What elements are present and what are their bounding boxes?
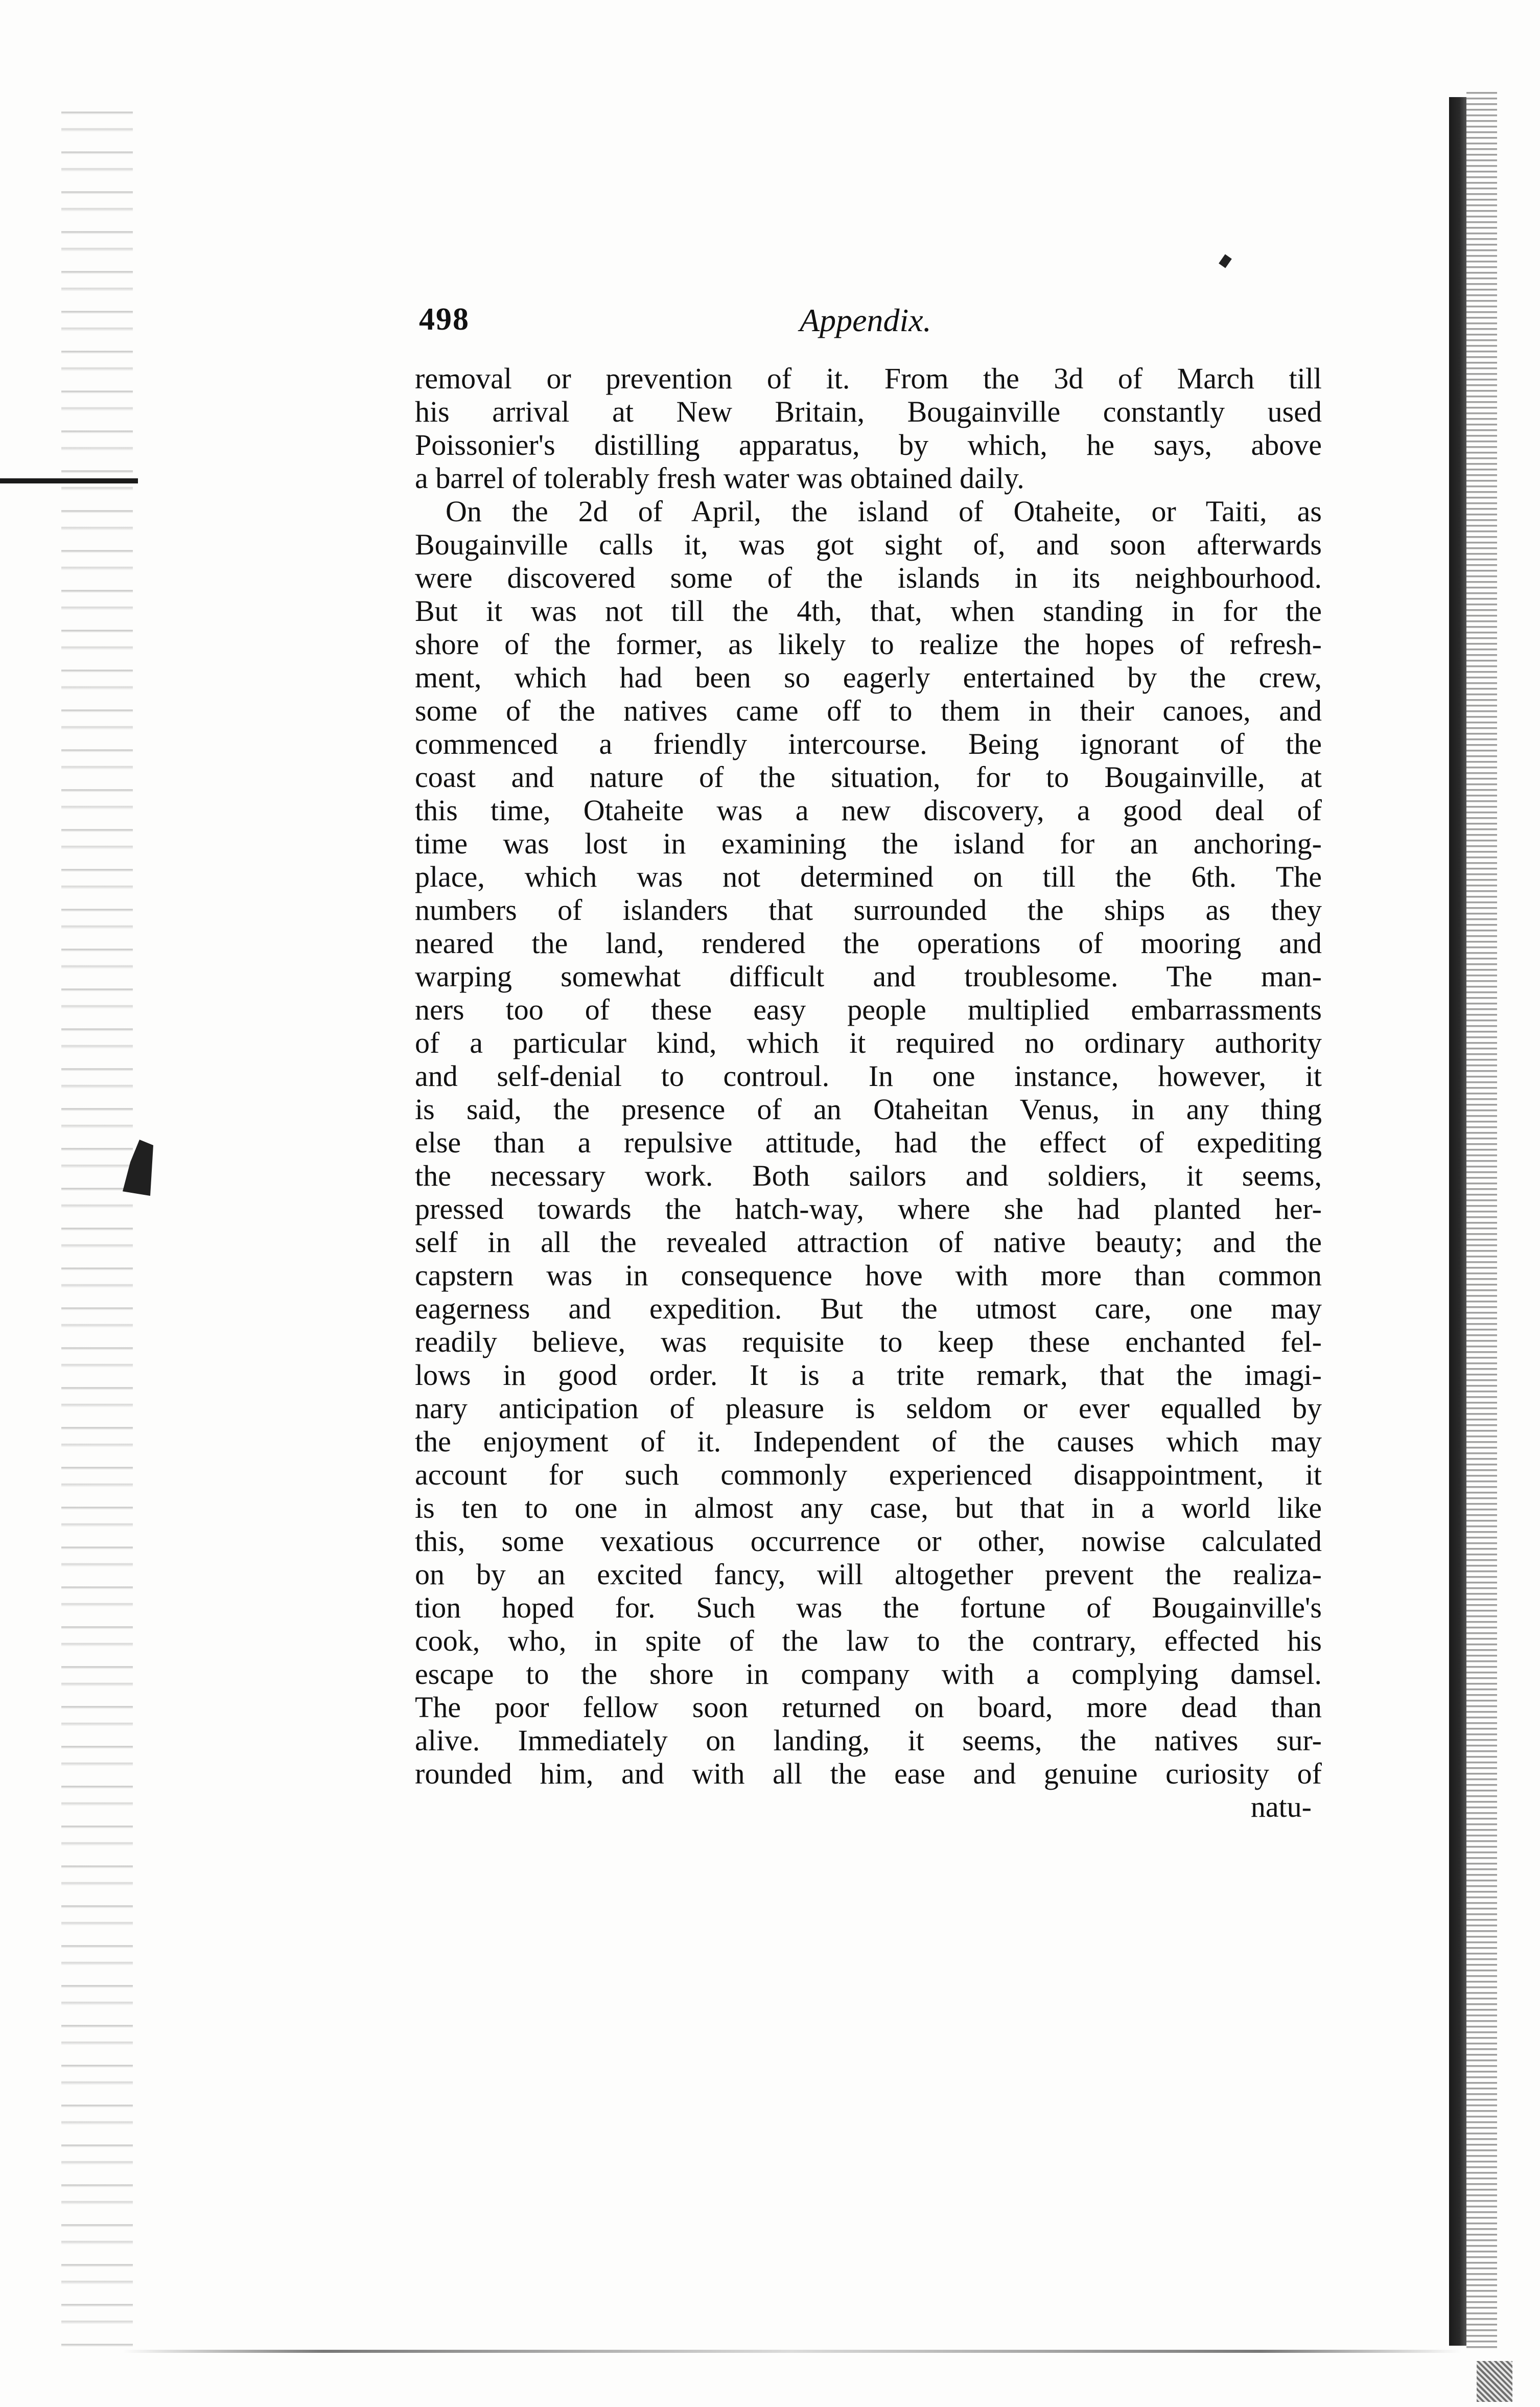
text-line: removal or prevention of it. From the 3d of March till (415, 362, 1322, 395)
text-line: place, which was not determined on till the 6th. The (415, 860, 1322, 893)
text-line: rounded him, and with all the ease and genuine curiosity of (415, 1757, 1322, 1790)
scan-right-edge-fray (1466, 92, 1497, 2351)
text-line: the necessary work. Both sailors and soldiers, it seems, (415, 1159, 1322, 1192)
text-line: On the 2d of April, the island of Otaheite, or Taiti, as (446, 495, 1322, 528)
text-line: Poissonier's distilling apparatus, by which, he says, above (415, 428, 1322, 461)
text-line: tion hoped for. Such was the fortune of Bougainville's (415, 1591, 1322, 1624)
text-line: But it was not till the 4th, that, when standing in for the (415, 594, 1322, 628)
text-line: The poor fellow soon returned on board, more dead than (415, 1691, 1322, 1724)
text-line: Bougainville calls it, was got sight of, and soon afterwards (415, 528, 1322, 561)
text-line: is ten to one in almost any case, but that in a world like (415, 1491, 1322, 1524)
text-line: this, some vexatious occurrence or other, nowise calculated (415, 1524, 1322, 1558)
page-number: 498 (419, 302, 470, 337)
text-line: capstern was in consequence hove with more than common (415, 1259, 1322, 1292)
text-line: warping somewhat difficult and troublesome. The man- (415, 960, 1322, 993)
text-line: were discovered some of the islands in its neighbourhood. (415, 561, 1322, 594)
text-line: neared the land, rendered the operations of mooring and (415, 927, 1322, 960)
text-line: this time, Otaheite was a new discovery, a good deal of (415, 794, 1322, 827)
text-line: ment, which had been so eagerly entertained by the crew, (415, 661, 1322, 694)
text-line: on by an excited fancy, will altogether prevent the realiza- (415, 1558, 1322, 1591)
text-line: is said, the presence of an Otaheitan Venus, in any thing (415, 1093, 1322, 1126)
text-line: readily believe, was requisite to keep these enchanted fel- (415, 1325, 1322, 1358)
text-line: alive. Immediately on landing, it seems, the natives sur- (415, 1724, 1322, 1757)
text-line: the enjoyment of it. Independent of the causes which may (415, 1425, 1322, 1458)
text-line: self in all the revealed attraction of native beauty; and the (415, 1225, 1322, 1259)
text-line: some of the natives came off to them in their canoes, and (415, 694, 1322, 727)
scan-right-page-edge (1449, 97, 1466, 2346)
text-line: escape to the shore in company with a complying damsel. (415, 1657, 1322, 1691)
text-line: nary anticipation of pleasure is seldom or ever equalled by (415, 1392, 1322, 1425)
text-line: of a particular kind, which it required no ordinary authority (415, 1026, 1322, 1059)
scan-left-gutter-noise (61, 92, 133, 2351)
text-line: and self-denial to controul. In one instance, however, it (415, 1059, 1322, 1093)
text-line: else than a repulsive attitude, had the effect of expediting (415, 1126, 1322, 1159)
text-line: time was lost in examining the island for an anchoring- (415, 827, 1322, 860)
running-title: Appendix. (800, 302, 931, 338)
text-line: ners too of these easy people multiplied embarrassments (415, 993, 1322, 1026)
text-line: coast and nature of the situation, for to Bougainville, at (415, 760, 1322, 794)
text-line: his arrival at New Britain, Bougainville constantly used (415, 395, 1322, 428)
text-line: account for such commonly experienced disappointment, it (415, 1458, 1322, 1491)
text-line: a barrel of tolerably fresh water was obtained daily. (415, 461, 1024, 495)
text-line: cook, who, in spite of the law to the contrary, effected his (415, 1624, 1322, 1657)
body-text (415, 362, 1322, 1823)
scan-stray-mark (1219, 254, 1232, 268)
text-line: shore of the former, as likely to realize the hopes of refresh- (415, 628, 1322, 661)
scan-bottom-edge (123, 2350, 1461, 2353)
running-head (419, 302, 1328, 348)
scan-corner-mark (1477, 2361, 1512, 2402)
text-line: pressed towards the hatch-way, where she had planted her- (415, 1192, 1322, 1225)
text-line: eagerness and expedition. But the utmost care, one may (415, 1292, 1322, 1325)
text-line: lows in good order. It is a trite remark, that the imagi- (415, 1358, 1322, 1392)
text-line: commenced a friendly intercourse. Being ignorant of the (415, 727, 1322, 760)
scan-left-rule (0, 478, 138, 483)
text-line: numbers of islanders that surrounded the ships as they (415, 893, 1322, 927)
catchword: natu- (1250, 1790, 1312, 1823)
